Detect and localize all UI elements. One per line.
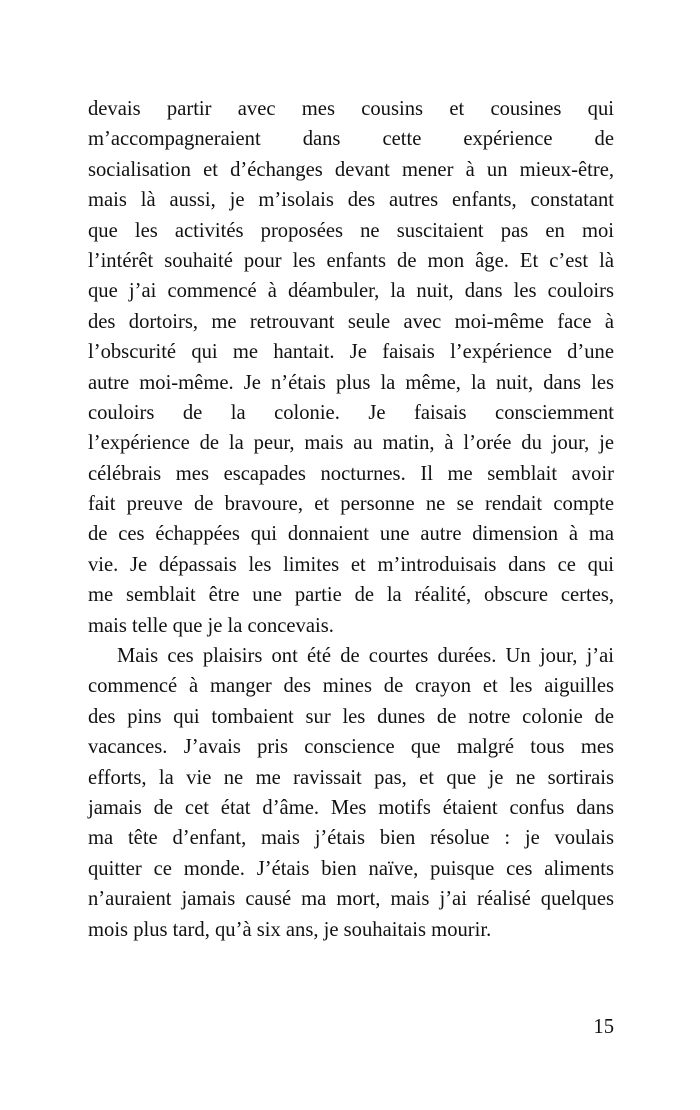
text-line: n’auraient jamais causé ma mort, mais j’ai réalisé quelques [88, 888, 614, 911]
text-line: l’obscurité qui me hantait. Je faisais l’expérience d’une [88, 341, 614, 364]
text-line: célébrais mes escapades nocturnes. Il me semblait avoir [88, 462, 614, 485]
text-line: commencé à manger des mines de crayon et les aiguilles [88, 675, 614, 698]
text-line: des pins qui tombaient sur les dunes de notre colonie de [88, 705, 614, 728]
text-line: mois plus tard, qu’à six ans, je souhaitais mourir. [88, 918, 492, 941]
text-line: couloirs de la colonie. Je faisais consciemment [88, 401, 614, 424]
text-line: m’accompagneraient dans cette expérience de [88, 128, 614, 151]
text-line: socialisation et d’échanges devant mener à un mieux-être, [88, 158, 614, 181]
text-line: fait preuve de bravoure, et personne ne se rendait compte [88, 493, 614, 516]
text-line: de ces échappées qui donnaient une autre dimension à ma [88, 523, 614, 546]
text-line: l’intérêt souhaité pour les enfants de mon âge. Et c’est là [88, 249, 614, 272]
text-line: jamais de cet état d’âme. Mes motifs étaient confus dans [88, 796, 614, 819]
text-line: autre moi-même. Je n’étais plus la même, la nuit, dans les [88, 371, 614, 394]
text-line: que j’ai commencé à déambuler, la nuit, dans les couloirs [88, 280, 614, 303]
text-line: mais là aussi, je m’isolais des autres enfants, constatant [88, 189, 614, 212]
text-line: que les activités proposées ne suscitaient pas en moi [88, 219, 614, 242]
text-line: me semblait être une partie de la réalité, obscure certes, [88, 584, 614, 607]
paragraph-2 [88, 641, 614, 945]
text-line: Mais ces plaisirs ont été de courtes durées. Un jour, j’ai [117, 645, 614, 668]
text-line: devais partir avec mes cousins et cousines qui [88, 98, 614, 120]
text-line: vacances. J’avais pris conscience que malgré tous mes [88, 736, 614, 759]
paragraph-1 [88, 94, 614, 641]
text-line: des dortoirs, me retrouvant seule avec moi-même face à [88, 310, 614, 333]
page-number: 15 [593, 1016, 614, 1038]
text-line: mais telle que je la concevais. [88, 614, 334, 637]
text-line: efforts, la vie ne me ravissait pas, et que je ne sortirais [88, 766, 614, 789]
text-line: l’expérience de la peur, mais au matin, à l’orée du jour, je [88, 432, 614, 455]
text-line: quitter ce monde. J’étais bien naïve, puisque ces aliments [88, 857, 614, 880]
text-line: ma tête d’enfant, mais j’étais bien résolue : je voulais [88, 827, 614, 850]
body-text [88, 94, 614, 945]
text-line: vie. Je dépassais les limites et m’introduisais dans ce qui [88, 553, 614, 576]
